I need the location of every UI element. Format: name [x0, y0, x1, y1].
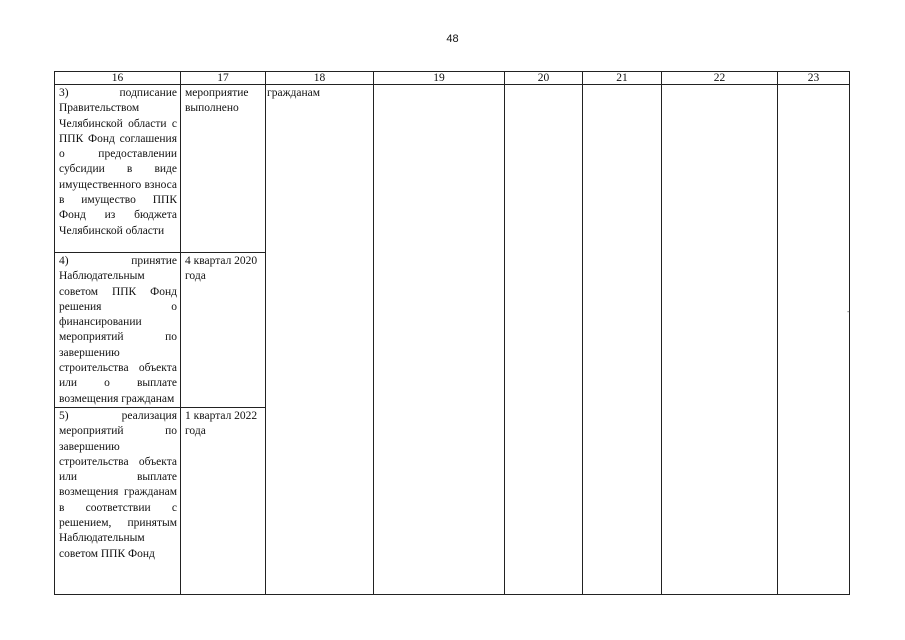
cell-col17: [181, 85, 266, 253]
cell-col16: [55, 85, 181, 253]
cell-col16: [55, 407, 181, 594]
event-description: 4) принятие Наблюдательным советом ППК Фонд решения о финансировании мероприятий по завершению строительства объекта или о выплате возмещения гражданам: [59, 255, 177, 405]
cell-col18: [266, 85, 374, 595]
page-number: 48: [446, 33, 459, 45]
table-row: [55, 85, 850, 253]
column-header-16: 16: [55, 72, 181, 85]
cell-col17: [181, 407, 266, 594]
column-number-row: [55, 72, 850, 85]
margin-mark: ‐: [847, 307, 850, 316]
event-status: мероприятие выполнено: [185, 87, 249, 115]
event-description: 3) подписание Правительством Челябинской области с ППК Фонд соглашения о предоставлении субсидии в виде имущественного взноса в имущество ППК Фонд из бюджета Челябинской области: [59, 87, 177, 237]
cell-col19: [374, 85, 505, 595]
column-header-21: 21: [583, 72, 662, 85]
cell-col22: [662, 85, 778, 595]
event-deadline: 1 квартал 2022 года: [185, 409, 258, 438]
event-description: 5) реализация мероприятий по завершению строительства объекта или выплате возмещения гражданам в соответствии с решением, принятым Наблюдательным советом ППК Фонд: [59, 409, 177, 560]
cell-col21: [583, 85, 662, 595]
cell-col16: [55, 253, 181, 408]
col18-text: гражданам: [267, 87, 321, 99]
event-deadline: 4 квартал 2020 года: [185, 255, 258, 283]
column-header-17: 17: [181, 72, 266, 85]
continuation-table: [54, 71, 850, 595]
cell-col20: [505, 85, 583, 595]
cell-col23: [778, 85, 850, 595]
column-header-18: 18: [266, 72, 374, 85]
column-header-20: 20: [505, 72, 583, 85]
cell-col17: [181, 253, 266, 408]
column-header-22: 22: [662, 72, 778, 85]
column-header-23: 23: [778, 72, 850, 85]
column-header-19: 19: [374, 72, 505, 85]
